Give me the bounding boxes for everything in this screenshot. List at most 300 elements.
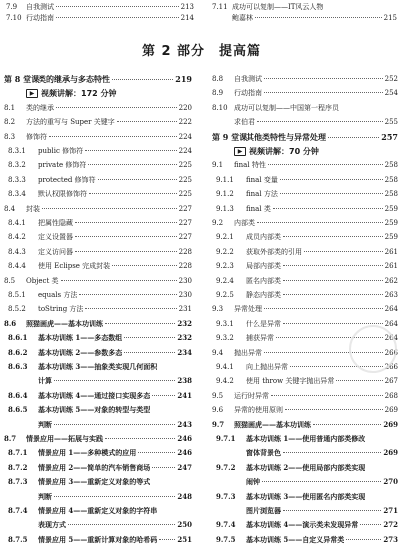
entry-page: 268 xyxy=(384,391,398,400)
entry-title: 基本功训练 2——参数多态 xyxy=(38,347,123,357)
leader-dots xyxy=(264,92,383,93)
entry-number: 8.3.3 xyxy=(8,175,26,184)
toc-entry xyxy=(4,290,192,300)
toc-entry xyxy=(4,175,192,185)
entry-page: 232 xyxy=(177,333,192,343)
entry-title-continued: 窗体背景色 xyxy=(246,448,281,458)
leader-dots xyxy=(283,510,381,511)
toc-entry-continuation xyxy=(4,376,192,386)
toc-entry xyxy=(4,247,192,257)
entry-page: 269 xyxy=(383,419,398,429)
toc-entry-continuation xyxy=(212,506,398,516)
entry-number: 9.7.2 xyxy=(216,462,236,472)
entry-page: 225 xyxy=(178,161,192,170)
toc-entry xyxy=(212,405,398,415)
leader-dots xyxy=(117,121,177,122)
entry-title: 定义设置器 xyxy=(38,233,73,242)
toc-entry xyxy=(212,88,398,98)
toc-entry xyxy=(4,261,192,271)
leader-dots xyxy=(112,79,173,80)
entry-page: 272 xyxy=(383,520,398,530)
toc-entry xyxy=(4,448,192,458)
entry-page: 243 xyxy=(177,419,192,429)
entry-number: 7.10 xyxy=(6,14,22,22)
entry-page: 225 xyxy=(178,190,192,199)
video-icon: ▶ xyxy=(234,147,246,156)
entry-title: 情景应用 4——重新定义对象的字符串 xyxy=(38,506,158,515)
video-lesson-note xyxy=(26,88,116,99)
leader-dots xyxy=(328,137,379,138)
entry-title-continued: 求伯君 xyxy=(234,118,255,127)
toc-entry xyxy=(212,232,398,242)
entry-title: 获取外部类的引用 xyxy=(246,247,302,256)
entry-page: 263 xyxy=(384,291,398,299)
toc-entry xyxy=(212,189,398,199)
leader-dots xyxy=(42,208,177,209)
toc-entry xyxy=(4,362,192,372)
entry-page: 225 xyxy=(178,175,192,184)
entry-number: 8.7.4 xyxy=(8,506,28,515)
entry-title: Object 类 xyxy=(26,276,59,285)
entry-title: 行动指南 xyxy=(234,89,262,98)
entry-number: 8.3.1 xyxy=(8,147,26,155)
entry-number: 9.7.5 xyxy=(216,534,236,544)
entry-number: 7.11 xyxy=(212,3,228,11)
entry-page: 219 xyxy=(175,74,192,84)
entry-title: 方法的重写与 Super 关键字 xyxy=(26,118,115,127)
toc-entry xyxy=(212,290,398,300)
entry-title: 自我测试 xyxy=(234,75,262,83)
entry-title: 匿名内部类 xyxy=(246,276,281,285)
leader-dots xyxy=(56,17,179,18)
toc-entry xyxy=(212,276,398,286)
toc-entry xyxy=(4,333,192,343)
leader-dots xyxy=(124,337,175,338)
toc-entry xyxy=(4,276,192,286)
toc-entry xyxy=(212,434,398,444)
leader-dots xyxy=(105,323,175,324)
entry-title: 基本功训练 1——使用普通内部类修改 xyxy=(246,434,366,443)
entry-page: 273 xyxy=(383,534,398,544)
entry-title: 抛出异常 xyxy=(234,348,262,357)
entry-title: 什么是异常 xyxy=(246,319,281,328)
entry-title: 情景应用 3——重新定义对象的等式 xyxy=(38,477,151,487)
entry-title: final 特性 xyxy=(234,161,266,170)
toc-entry xyxy=(212,492,398,502)
entry-number: 第 8 堂课 xyxy=(4,74,40,84)
entry-page: 220 xyxy=(178,103,192,112)
entry-number: 9.1 xyxy=(212,161,224,170)
entry-number: 9.4.1 xyxy=(216,363,234,371)
entry-number: 8.4.3 xyxy=(8,247,26,256)
entry-number: 8.4.1 xyxy=(8,219,26,227)
entry-page: 270 xyxy=(383,477,398,487)
entry-title: 异常的使用原则 xyxy=(234,406,283,415)
toc-entry xyxy=(4,477,192,487)
entry-number: 8.5.2 xyxy=(8,305,26,314)
entry-page: 264 xyxy=(384,319,398,328)
entry-title: 照猫画虎——基本功训练 xyxy=(234,419,311,429)
entry-title: 运行时异常 xyxy=(234,391,269,400)
entry-number: 8.7 xyxy=(4,434,17,443)
toc-entry xyxy=(212,261,398,271)
entry-title: 使用 throw 关键字抛出异常 xyxy=(246,377,335,386)
entry-title: 成员内部类 xyxy=(246,233,281,242)
leader-dots xyxy=(152,395,175,396)
entry-number: 8.6.2 xyxy=(8,347,28,357)
entry-title: 情景应用 5——重新计算对象的哈希码 xyxy=(38,534,158,544)
entry-number: 8.3.4 xyxy=(8,190,26,199)
toc-entry xyxy=(4,189,192,199)
entry-page: 264 xyxy=(384,334,398,343)
entry-page: 230 xyxy=(178,276,192,285)
entry-page: 213 xyxy=(180,3,194,11)
toc-entry xyxy=(4,463,192,473)
entry-title: 情景应用 1——多种模式的应用 xyxy=(38,448,137,458)
toc-entry xyxy=(212,204,398,214)
entry-number: 9.2.1 xyxy=(216,233,234,242)
entry-page: 252 xyxy=(384,75,398,83)
leader-dots xyxy=(264,78,383,79)
entry-page: 254 xyxy=(384,89,398,98)
entry-page: 227 xyxy=(178,219,192,227)
entry-page: 261 xyxy=(384,262,398,271)
entry-title: 把属性隐藏 xyxy=(38,219,73,227)
entry-page: 255 xyxy=(384,118,398,127)
entry-page: 261 xyxy=(384,247,398,256)
entry-page: 224 xyxy=(178,147,192,155)
leader-dots xyxy=(56,107,177,108)
entry-number: 8.5 xyxy=(4,276,16,285)
leader-dots xyxy=(68,524,175,525)
entry-page: 259 xyxy=(384,204,398,213)
entry-page: 269 xyxy=(384,406,398,415)
entry-number: 9.6 xyxy=(212,406,224,415)
leader-dots xyxy=(54,380,175,381)
entry-number: 9.2 xyxy=(212,219,224,227)
leader-dots xyxy=(280,193,383,194)
entry-number: 8.10 xyxy=(212,103,228,112)
entry-page: 228 xyxy=(178,247,192,256)
entry-title: 情景应用 2——简单的汽车销售商场 xyxy=(38,462,151,472)
toc-entry xyxy=(212,103,398,113)
entry-number: 8.7.2 xyxy=(8,462,28,472)
entry-page: 215 xyxy=(383,14,397,22)
toc-entry xyxy=(212,247,398,257)
leader-dots xyxy=(285,409,383,410)
entry-page: 264 xyxy=(384,305,398,314)
entry-page: 259 xyxy=(384,219,398,227)
toc-entry-continuation xyxy=(4,492,192,502)
entry-page: 258 xyxy=(384,161,398,170)
entry-page: 271 xyxy=(383,506,398,515)
entry-page: 228 xyxy=(178,262,192,271)
leader-dots xyxy=(360,524,381,525)
entry-number: 8.9 xyxy=(212,89,224,98)
entry-page: 269 xyxy=(383,448,398,458)
entry-number: 8.4.4 xyxy=(8,262,26,271)
entry-number: 8.6.3 xyxy=(8,362,28,371)
entry-title: final 变量 xyxy=(246,175,278,184)
chapter-entry xyxy=(4,74,192,84)
entry-title: 默认权限修饰符 xyxy=(38,190,87,199)
leader-dots xyxy=(79,294,176,295)
entry-page: 241 xyxy=(177,390,192,400)
toc-entry xyxy=(212,175,398,185)
leader-dots xyxy=(75,251,177,252)
entry-number: 8.7.1 xyxy=(8,448,28,458)
entry-title: 封装 xyxy=(26,204,40,213)
entry-number: 第 9 堂课 xyxy=(212,131,248,142)
entry-title: 基本功训练 5——自定义异常类 xyxy=(246,534,345,544)
entry-title-continued: 图片浏览器 xyxy=(246,506,281,515)
leader-dots xyxy=(112,265,176,266)
entry-number: 9.7.3 xyxy=(216,491,236,501)
leader-dots xyxy=(61,280,177,281)
entry-page: 258 xyxy=(384,190,398,199)
entry-number: 9.2.5 xyxy=(216,291,234,299)
leader-dots xyxy=(85,150,177,151)
entry-number: 9.3.1 xyxy=(216,319,234,328)
toc-entry xyxy=(212,391,398,401)
entry-title: toString 方法 xyxy=(38,305,84,314)
entry-number: 8.6.1 xyxy=(8,333,28,343)
entry-title: final 类 xyxy=(246,204,271,213)
entry-title: 向上抛出异常 xyxy=(246,363,288,371)
entry-number: 9.5 xyxy=(212,391,224,400)
entry-title: private 修饰符 xyxy=(38,161,87,170)
leader-dots xyxy=(304,251,383,252)
entry-page: 227 xyxy=(178,204,192,213)
entry-number: 9.3.2 xyxy=(216,334,234,343)
entry-page: 222 xyxy=(178,118,192,127)
entry-title: 类的继承 xyxy=(26,103,54,112)
entry-title-continued: 判断 xyxy=(38,491,52,501)
entry-page: 266 xyxy=(384,348,398,357)
leader-dots xyxy=(280,179,383,180)
leader-dots xyxy=(56,6,179,7)
entry-title: 基本功训练 3——使用匿名内部类实现 xyxy=(246,491,366,501)
video-icon: ▶ xyxy=(26,89,38,98)
toc-entry-continuation xyxy=(212,477,398,487)
leader-dots xyxy=(257,121,383,122)
entry-title: 基本功训练 1——多态数组 xyxy=(38,333,123,343)
leader-dots xyxy=(88,164,176,165)
entry-page: 214 xyxy=(180,14,194,22)
entry-number: 9.4.2 xyxy=(216,377,234,386)
entry-number: 8.4.2 xyxy=(8,233,26,242)
toc-entry-continuation xyxy=(4,520,192,530)
leader-dots xyxy=(283,452,381,453)
entry-title: protected 修饰符 xyxy=(38,175,96,184)
toc-entry xyxy=(212,376,398,386)
entry-title: 行动指南 xyxy=(26,14,54,22)
entry-page: 234 xyxy=(177,347,192,357)
entry-number: 9.3 xyxy=(212,305,224,314)
leader-dots xyxy=(54,424,175,425)
entry-page: 227 xyxy=(178,233,192,242)
entry-title-continued: 表现方式 xyxy=(38,520,66,530)
leader-dots xyxy=(283,236,383,237)
toc-entry xyxy=(212,2,397,12)
entry-page: 224 xyxy=(178,132,192,141)
toc-entry-continuation xyxy=(212,448,398,458)
entry-title: 使用 Eclipse 完成封装 xyxy=(38,262,111,271)
entry-number: 9.7 xyxy=(212,419,225,429)
chapter-entry xyxy=(212,132,398,142)
entry-number: 8.3.2 xyxy=(8,161,26,170)
toc-entry xyxy=(4,146,192,156)
leader-dots xyxy=(271,395,383,396)
leader-dots xyxy=(283,280,383,281)
leader-dots xyxy=(89,193,177,194)
entry-title: final 方法 xyxy=(246,190,278,199)
entry-page: 257 xyxy=(381,131,398,142)
toc-entry xyxy=(4,117,192,127)
entry-page: 262 xyxy=(384,276,398,285)
leader-dots xyxy=(49,136,177,137)
entry-page: 230 xyxy=(178,291,192,299)
entry-title-continued: 计算 xyxy=(38,376,52,386)
entry-page: 251 xyxy=(177,534,192,544)
toc-entry-continuation xyxy=(4,420,192,430)
toc-entry xyxy=(4,160,192,170)
toc-entry xyxy=(6,13,194,23)
entry-page: 259 xyxy=(384,233,398,242)
toc-entry xyxy=(4,204,192,214)
video-duration: 视频讲解：70 分钟 xyxy=(249,147,319,156)
toc-entry xyxy=(4,348,192,358)
toc-entry-continuation xyxy=(212,117,398,127)
entry-number: 8.1 xyxy=(4,103,16,112)
entry-number: 9.2.3 xyxy=(216,262,234,271)
toc-entry xyxy=(4,405,192,415)
toc-entry xyxy=(4,132,192,142)
leader-dots xyxy=(313,424,381,425)
leader-dots xyxy=(75,222,177,223)
entry-number: 7.9 xyxy=(6,3,18,11)
entry-number: 8.7.5 xyxy=(8,534,28,544)
entry-number: 9.2.4 xyxy=(216,276,234,285)
entry-number: 8.8 xyxy=(212,75,224,83)
entry-title: 内部类 xyxy=(234,219,255,227)
entry-number: 8.6.5 xyxy=(8,405,28,415)
entry-title: 情景应用——拓展与实践 xyxy=(26,434,103,443)
entry-title: 修饰符 xyxy=(26,132,47,141)
toc-entry xyxy=(4,434,192,444)
toc-entry xyxy=(212,304,398,314)
entry-title: 照猫画虎——基本功训练 xyxy=(26,318,103,328)
toc-entry xyxy=(4,232,192,242)
entry-number: 8.5.1 xyxy=(8,291,26,299)
leader-dots xyxy=(152,467,175,468)
entry-page: 246 xyxy=(177,448,192,458)
entry-title: 成功可以复制——中国第一程序员 xyxy=(234,103,339,112)
entry-number: 9.2.2 xyxy=(216,247,234,256)
entry-title: 基本功训练 3——抽象类实现几何面积 xyxy=(38,362,158,371)
entry-number: 8.2 xyxy=(4,118,16,127)
entry-title: 基本功训练 5——对象的转型与类型 xyxy=(38,405,151,415)
toc-entry xyxy=(212,74,398,84)
toc-entry xyxy=(212,535,398,545)
leader-dots xyxy=(75,236,177,237)
entry-page: 266 xyxy=(384,363,398,371)
entry-title: 成功可以复制——IT风云人物 xyxy=(232,3,324,11)
leader-dots xyxy=(336,380,382,381)
leader-dots xyxy=(54,496,175,497)
entry-title: public 修饰符 xyxy=(38,147,84,155)
toc-entry xyxy=(4,535,192,545)
entry-page: 232 xyxy=(177,318,192,328)
leader-dots xyxy=(283,265,383,266)
entry-title: 基本功训练 2——使用局部内部类实现 xyxy=(246,462,366,472)
toc-entry xyxy=(4,319,192,329)
entry-number: 9.1.2 xyxy=(216,190,234,199)
leader-dots xyxy=(105,438,175,439)
toc-entry xyxy=(6,2,194,12)
leader-dots xyxy=(98,179,177,180)
entry-page: 246 xyxy=(177,434,192,443)
leader-dots xyxy=(257,222,383,223)
leader-dots xyxy=(255,17,382,18)
leader-dots xyxy=(346,539,381,540)
entry-page: 248 xyxy=(177,491,192,501)
entry-title: 自我测试 xyxy=(26,3,54,11)
entry-number: 9.4 xyxy=(212,348,224,357)
toc-entry xyxy=(212,160,398,170)
leader-dots xyxy=(124,352,175,353)
entry-title-continued: 鲍嘉林 xyxy=(232,14,253,22)
entry-number: 9.1.3 xyxy=(216,204,234,213)
leader-dots xyxy=(283,294,383,295)
entry-page: 250 xyxy=(177,520,192,530)
toc-entry xyxy=(212,420,398,430)
entry-title-continued: 判断 xyxy=(38,419,52,429)
leader-dots xyxy=(159,539,175,540)
entry-number: 8.6.4 xyxy=(8,390,28,400)
entry-title: 局部内部类 xyxy=(246,262,281,271)
entry-number: 8.3 xyxy=(4,132,16,141)
leader-dots xyxy=(273,208,383,209)
toc-entry xyxy=(4,304,192,314)
entry-page: 258 xyxy=(384,175,398,184)
toc-entry xyxy=(4,218,192,228)
entry-title: 类的继承与多态特性 xyxy=(38,74,110,84)
toc-entry xyxy=(212,218,398,228)
part-heading: 第 2 部分 提高篇 xyxy=(141,44,262,59)
video-duration: 视频讲解：172 分钟 xyxy=(41,89,117,99)
entry-number: 8.6 xyxy=(4,318,17,328)
toc-entry xyxy=(4,103,192,113)
entry-page: 238 xyxy=(177,376,192,386)
video-lesson-note xyxy=(234,146,319,157)
entry-title: 静态内部类 xyxy=(246,291,281,299)
toc-entry xyxy=(212,463,398,473)
entry-number: 9.7.4 xyxy=(216,520,236,530)
toc-entry xyxy=(4,506,192,516)
entry-title: 基本功训练 4——通过接口实现多态 xyxy=(38,390,151,400)
entry-number: 8.4 xyxy=(4,204,16,213)
leader-dots xyxy=(262,481,381,482)
leader-dots xyxy=(85,308,176,309)
toc-entry xyxy=(212,520,398,530)
toc-entry-continuation xyxy=(212,13,397,23)
entry-title: equals 方法 xyxy=(38,291,78,299)
leader-dots xyxy=(283,323,383,324)
entry-title: 其他类特性与异常处理 xyxy=(246,131,326,142)
watermark-seal xyxy=(349,325,397,373)
entry-title: 定义访问器 xyxy=(38,247,73,256)
